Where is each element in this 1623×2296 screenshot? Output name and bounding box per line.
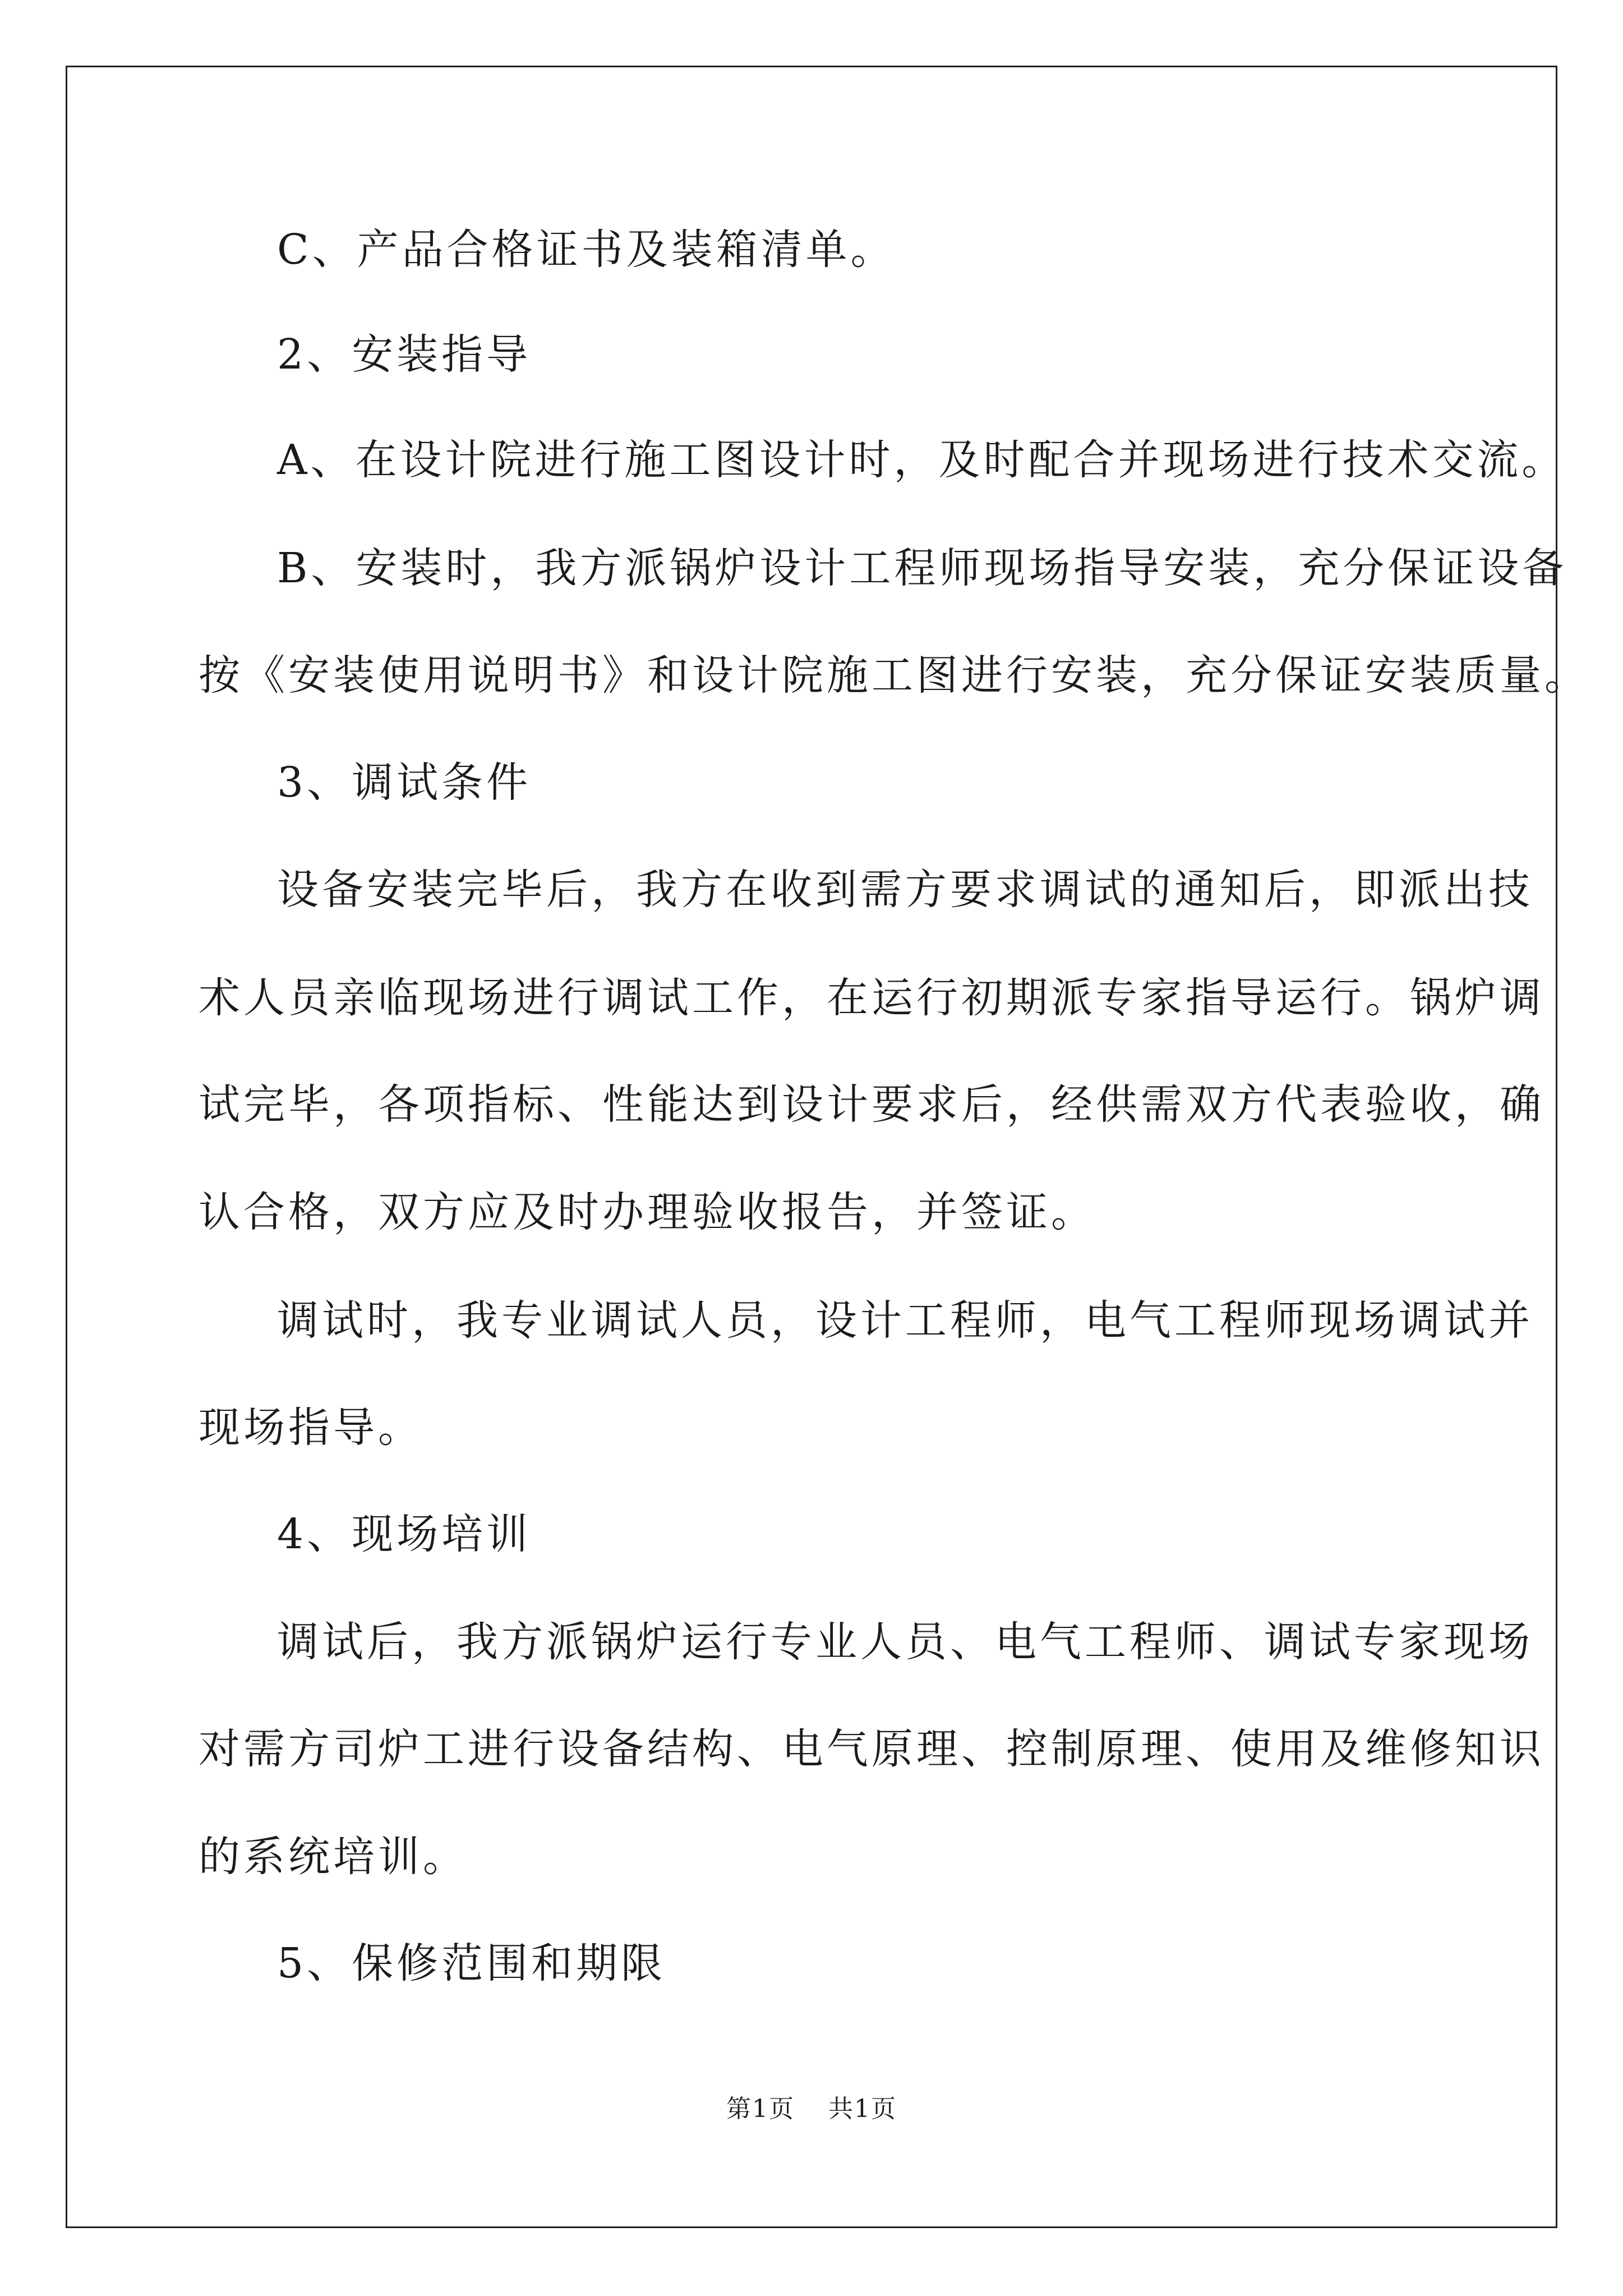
page-footer <box>0 2092 1623 2126</box>
text-line: 的系统培训。 <box>199 1833 468 1881</box>
text-line: 按《安装使用说明书》和设计院施工图进行安装，充分保证安装质量。 <box>199 651 1589 700</box>
text-line: 认合格，双方应及时办理验收报告，并签证。 <box>199 1188 1096 1236</box>
text-line: 现场指导。 <box>199 1404 423 1452</box>
text-line: B、安装时，我方派锅炉设计工程师现场指导安装，充分保证设备 <box>277 544 1567 592</box>
text-line: 对需方司炉工进行设备结构、电气原理、控制原理、使用及维修知识 <box>199 1725 1544 1773</box>
page-total: 共1页 <box>828 2095 897 2123</box>
section-heading: 4、现场培训 <box>277 1510 532 1558</box>
text-line: 术人员亲临现场进行调试工作，在运行初期派专家指导运行。锅炉调 <box>199 974 1544 1022</box>
text-line: 调试后，我方派锅炉运行专业人员、电气工程师、调试专家现场 <box>277 1618 1533 1666</box>
section-heading: 2、安装指导 <box>277 330 532 379</box>
text-line: C、产品合格证书及装箱清单。 <box>277 226 896 274</box>
text-line: 试完毕，各项指标、性能达到设计要求后，经供需双方代表验收，确 <box>199 1080 1544 1129</box>
text-line: 调试时，我专业调试人员，设计工程师，电气工程师现场调试并 <box>277 1296 1533 1345</box>
page-border <box>66 66 1557 2228</box>
text-line: A、在设计院进行施工图设计时，及时配合并现场进行技术交流。 <box>277 436 1567 484</box>
page-number: 第1页 <box>726 2095 795 2123</box>
section-heading: 3、调试条件 <box>277 758 532 807</box>
section-heading: 5、保修范围和期限 <box>277 1939 666 1987</box>
text-line: 设备安装完毕后，我方在收到需方要求调试的通知后，即派出技 <box>277 866 1533 914</box>
